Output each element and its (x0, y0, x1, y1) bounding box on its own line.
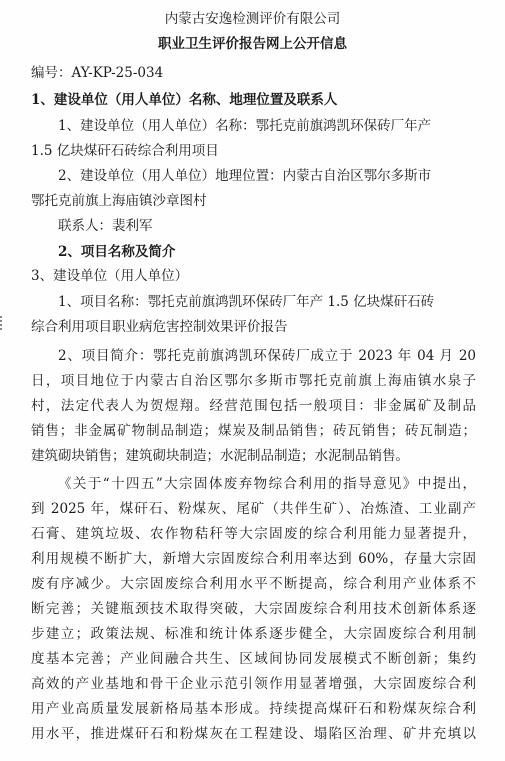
policy-line: 高效的产业基地和骨干企业示范引领作用显著增强，大宗固废综合利 (31, 676, 476, 692)
s2-item2-line: 2、项目简介：鄂托克前旗鸿凯环保砖厂成立于 2023 年 04 月 20 (58, 348, 476, 364)
page-edge-marker (0, 316, 5, 330)
s2-item1-line2: 综合利用项目职业病危害控制效果评价报告 (31, 319, 288, 335)
policy-line: 用产业高质量发展新格局基本形成。持续提高煤矸石和粉煤灰综合利 (31, 701, 476, 717)
policy-line: 石膏、建筑垃圾、农作物秸秆等大宗固废的综合利用能力显著提升， (31, 526, 476, 542)
s2-item2-line: 销售；非金属矿物制品制造；煤炭及制品销售；砖瓦销售；砖瓦制造； (31, 423, 476, 439)
policy-line: 步建立；政策法规、标准和统计体系逐步健全，大宗固废综合利用制 (31, 626, 476, 642)
s2-item2-line: 日，项目地位于内蒙古自治区鄂尔多斯市鄂托克前旗上海庙镇水泉子 (31, 373, 476, 389)
s2-item2-line: 村，法定代表人为贺煜翔。经营范围包括一般项目：非金属矿及制品 (31, 398, 476, 414)
policy-line: 到 2025 年，煤矸石、粉煤灰、尾矿（共伴生矿）、冶炼渣、工业副产 (31, 501, 476, 517)
policy-line: 用水平，推进煤矸石和粉煤灰在工程建设、塌陷区治理、矿井充填以 (31, 726, 476, 742)
page-title: 职业卫生评价报告网上公开信息 (158, 36, 347, 52)
s1-item1-line1: 1、建设单位（用人单位）名称：鄂托克前旗鸿凯环保砖厂年产 (58, 118, 432, 134)
s1-item2-line1: 2、建设单位（用人单位）地理位置：内蒙古自治区鄂尔多斯市 (58, 168, 432, 184)
policy-line: 利用规模不断扩大，新增大宗固废综合利用率达到 60%，存量大宗固 (31, 551, 476, 567)
policy-line: 度基本完善；产业间融合共生、区域间协同发展模式不断创新；集约 (31, 651, 476, 667)
contact-person: 联系人：裴利军 (58, 218, 153, 234)
document-number: 编号：AY-KP-25-034 (31, 65, 164, 81)
policy-line: 《关于“十四五”大宗固体废弃物综合利用的指导意见》中提出， (58, 476, 476, 492)
policy-line: 废有序减少。大宗固废综合利用水平不断提高，综合利用产业体系不 (31, 576, 476, 592)
s1-item2-line2: 鄂托克前旗上海庙镇沙章图村 (31, 193, 207, 209)
section1-heading: 1、建设单位（用人单位）名称、地理位置及联系人 (31, 92, 338, 108)
company-name: 内蒙古安逸检测评价有限公司 (164, 11, 341, 27)
section2-subheading: 3、建设单位（用人单位） (31, 268, 189, 284)
s2-item1-line1: 1、项目名称：鄂托克前旗鸿凯环保砖厂年产 1.5 亿块煤矸石砖 (58, 294, 435, 310)
policy-line: 断完善；关键瓶颈技术取得突破，大宗固废综合利用技术创新体系逐 (31, 601, 476, 617)
s2-item2-line: 建筑砌块销售；建筑砌块制造；水泥制品制造；水泥制品销售。 (31, 448, 409, 464)
section2-heading: 2、项目名称及简介 (58, 244, 176, 260)
s1-item1-line2: 1.5 亿块煤矸石砖综合利用项目 (31, 143, 219, 159)
